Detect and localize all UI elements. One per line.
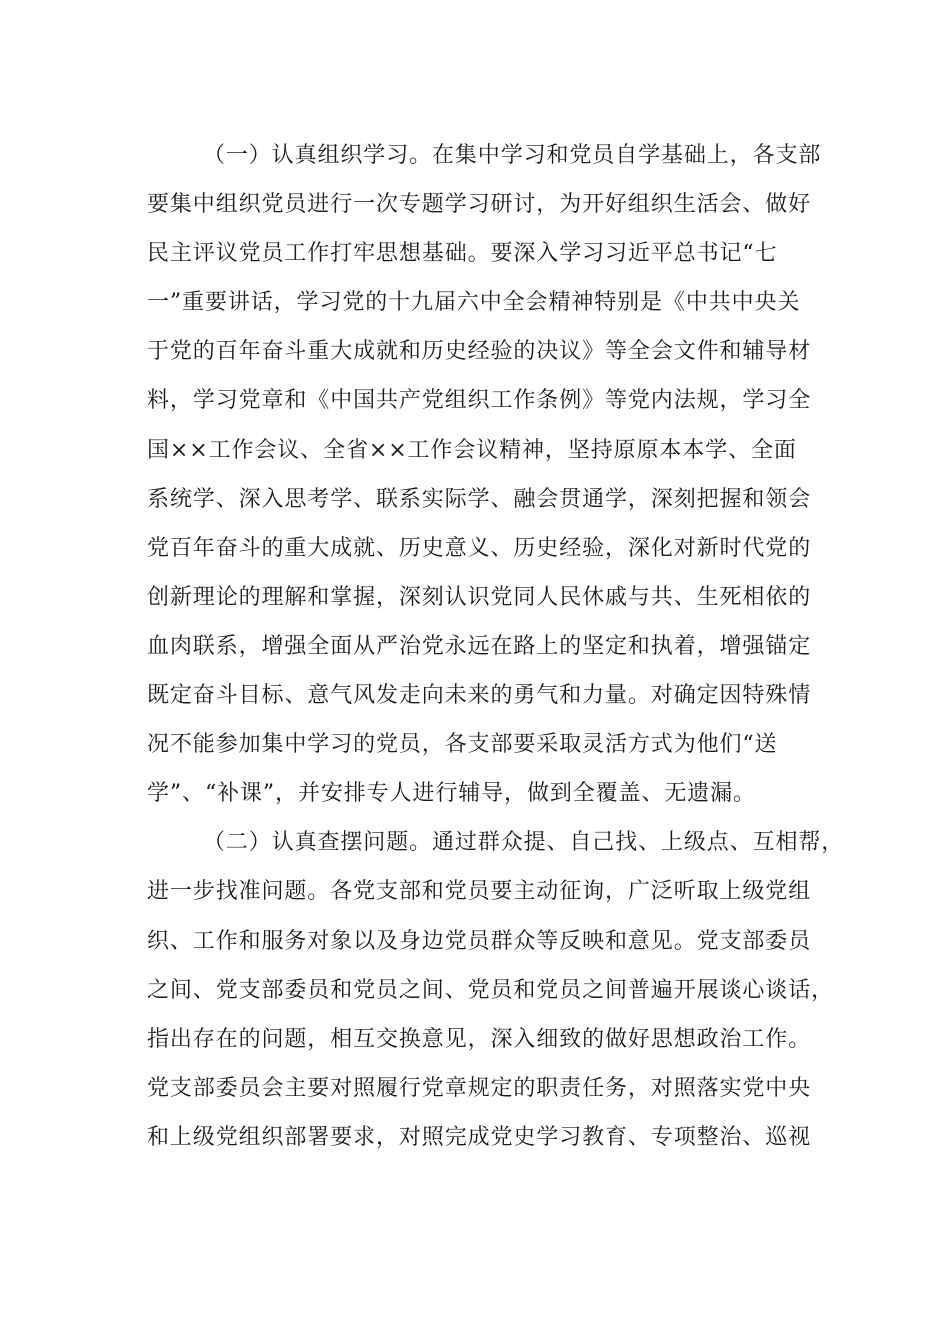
text-line: 和上级党组织部署要求，对照完成党史学习教育、专项整治、巡视: [147, 1124, 812, 1150]
text-line: 民主评议党员工作打牢思想基础。要深入学习习近平总书记“七: [147, 241, 778, 267]
text-line: 党百年奋斗的重大成就、历史意义、历史经验，深化对新时代党的: [147, 535, 812, 561]
text-line: 料，学习党章和《中国共产党组织工作条例》等党内法规，学习全: [147, 388, 812, 414]
text-line: 之间、党支部委员和党员之间、党员和党员之间普遍开展谈心谈话，: [147, 977, 835, 1003]
text-line: 学”、“补课”，并安排专人进行辅导，做到全覆盖、无遗漏。: [147, 781, 756, 807]
text-line: （二）认真查摆问题。通过群众提、自己找、上级点、互相帮，: [203, 830, 845, 856]
text-line: （一）认真组织学习。在集中学习和党员自学基础上，各支部: [203, 143, 822, 168]
document-body: [147, 131, 845, 1162]
text-line: 要集中组织党员进行一次专题学习研讨，为开好组织生活会、做好: [147, 192, 812, 218]
text-line: 织、工作和服务对象以及身边党员群众等反映和意见。党支部委员: [147, 928, 812, 954]
text-line: 既定奋斗目标、意气风发走向未来的勇气和力量。对确定因特殊情: [147, 683, 812, 709]
text-line: 指出存在的问题，相互交换意见，深入细致的做好思想政治工作。: [147, 1026, 812, 1052]
text-line: 党支部委员会主要对照履行党章规定的职责任务，对照落实党中央: [147, 1075, 812, 1101]
text-line: 国××工作会议、全省××工作会议精神，坚持原原本本学、全面: [147, 437, 797, 463]
text-line: 血肉联系，增强全面从严治党永远在路上的坚定和执着，增强锚定: [147, 633, 812, 659]
text-line: 进一步找准问题。各党支部和党员要主动征询，广泛听取上级党组: [147, 879, 812, 905]
text-line: 创新理论的理解和掌握，深刻认识党同人民休戚与共、生死相依的: [147, 584, 812, 610]
paragraph-organize-study: [147, 131, 822, 818]
paragraph-identify-problems: [147, 818, 845, 1162]
text-line: 况不能参加集中学习的党员，各支部要采取灵活方式为他们“送: [147, 732, 778, 758]
text-line: 于党的百年奋斗重大成就和历史经验的决议》等全会文件和辅导材: [147, 339, 812, 365]
text-line: 系统学、深入思考学、联系实际学、融会贯通学，深刻把握和领会: [147, 486, 812, 512]
text-line: 一”重要讲话，学习党的十九届六中全会精神特别是《中共中央关: [147, 290, 801, 316]
